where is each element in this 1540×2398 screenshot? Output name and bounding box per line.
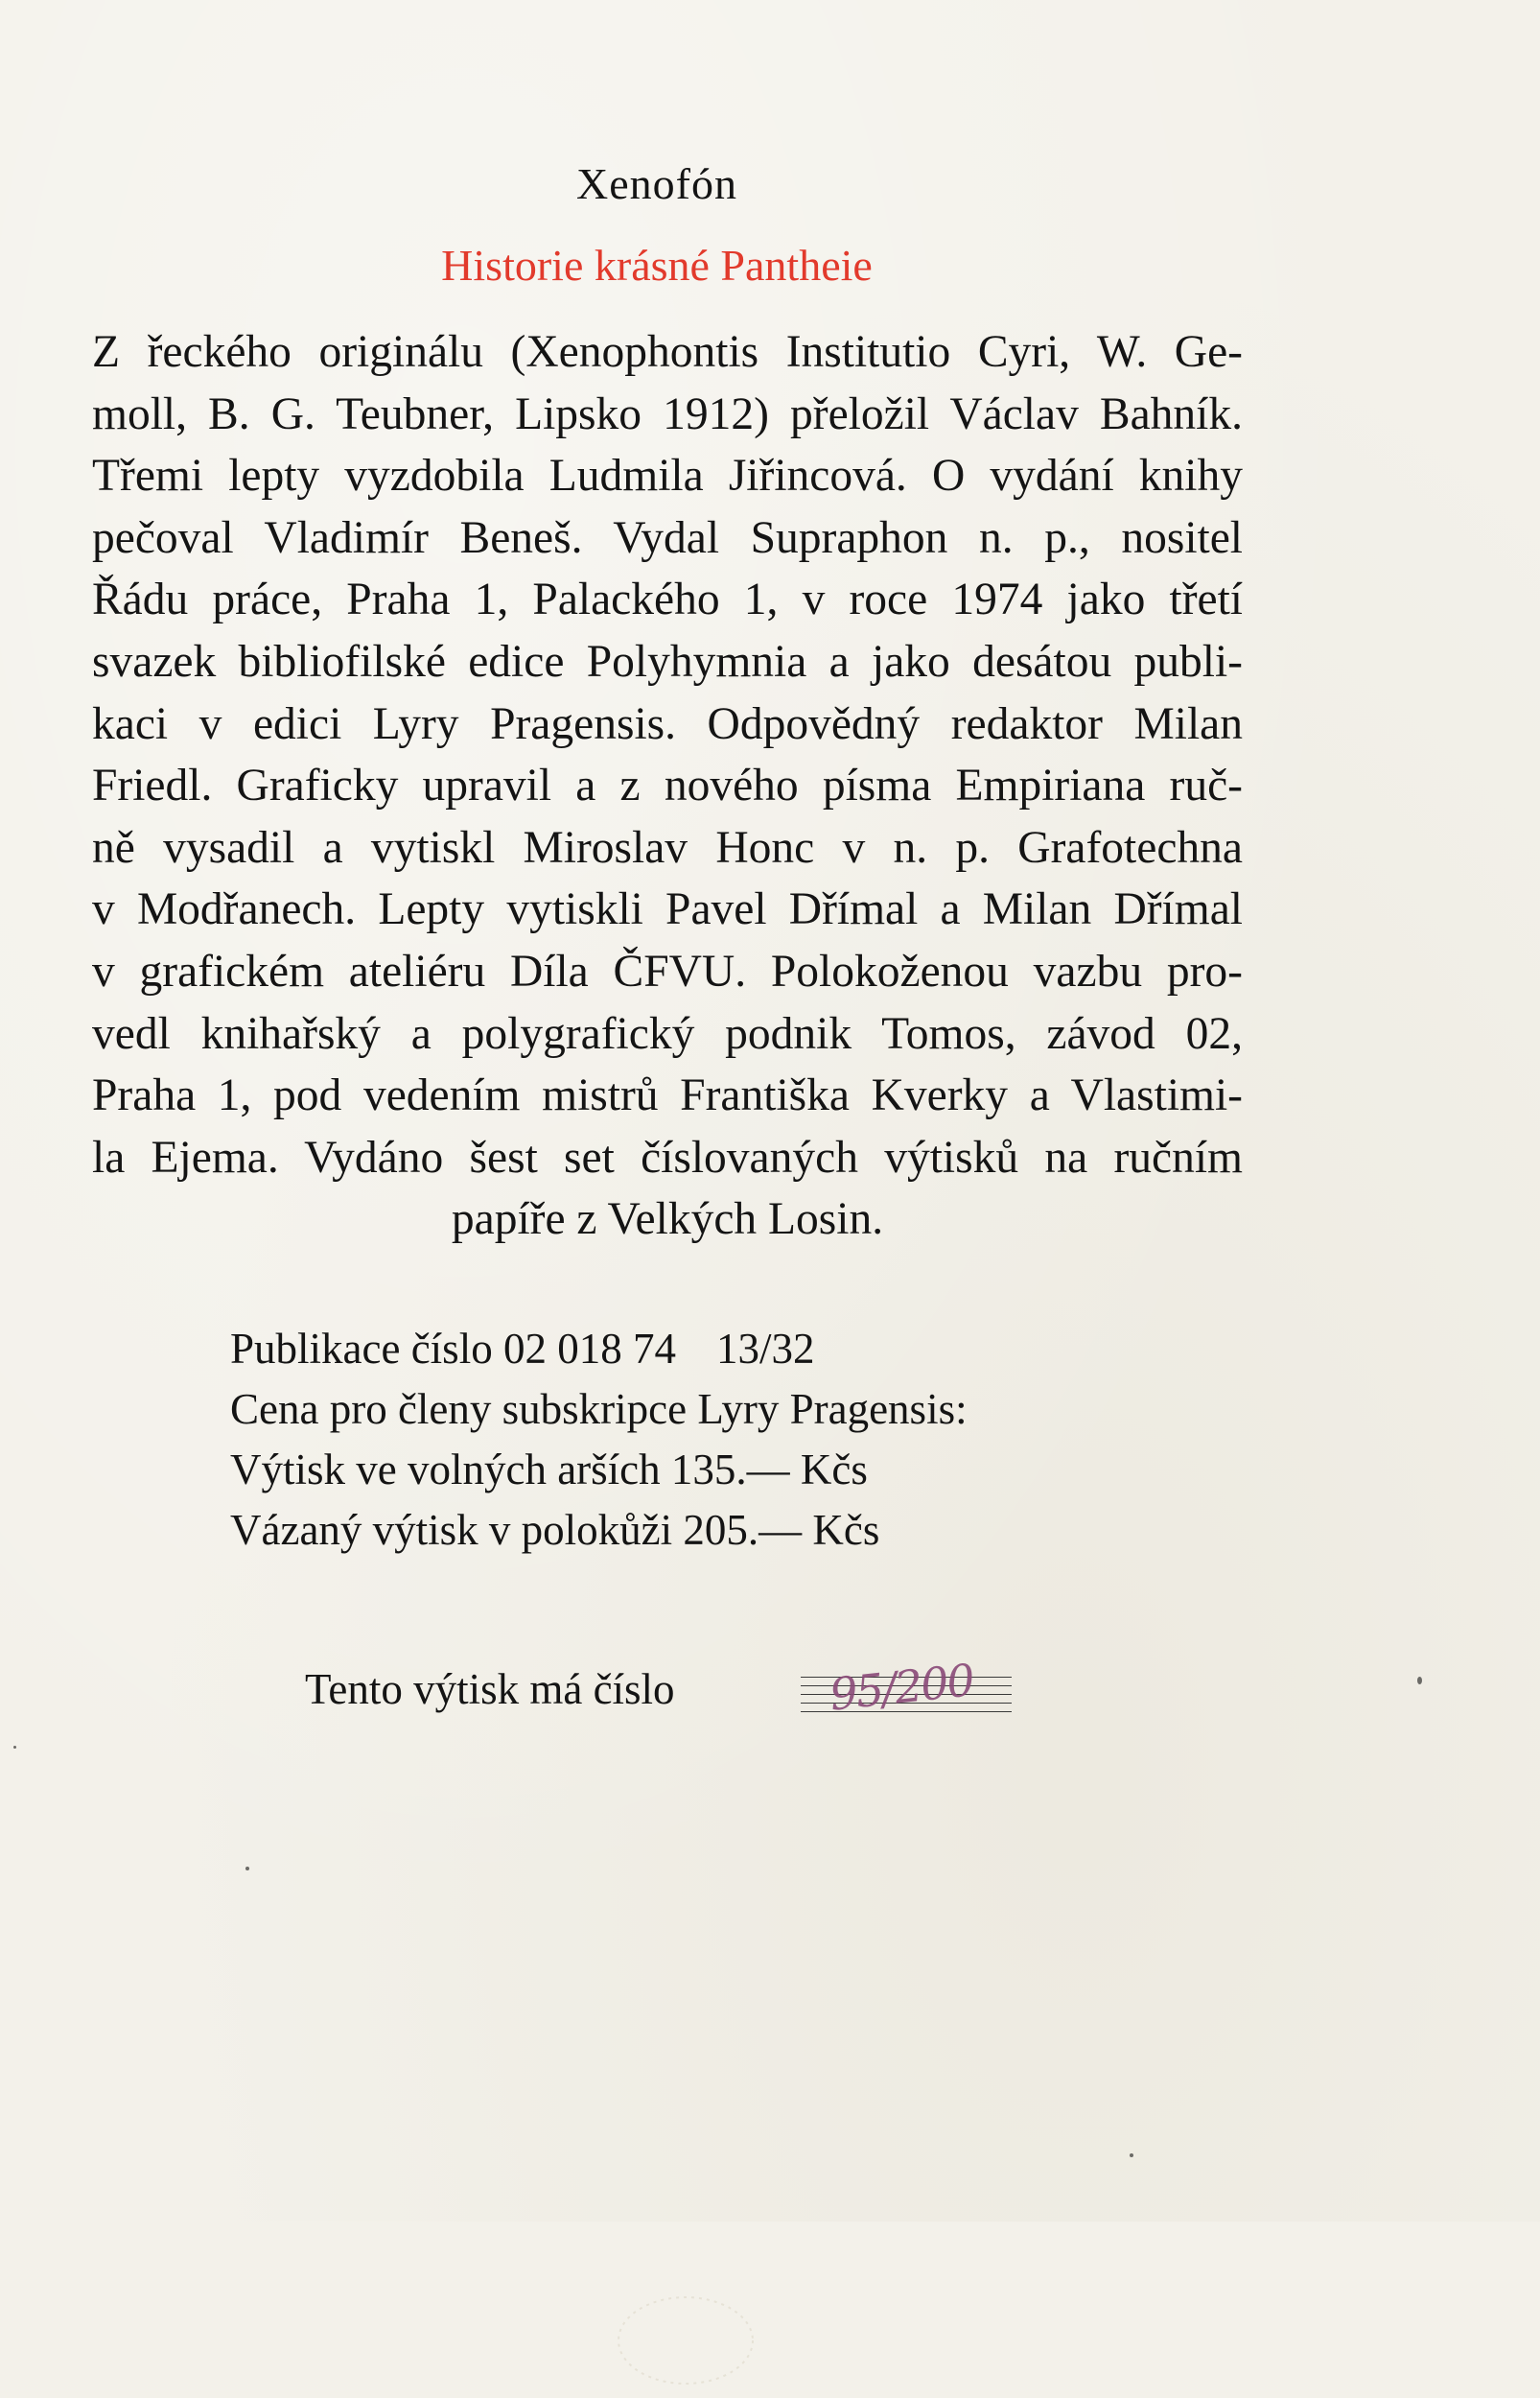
- publication-number: Publikace číslo 02 018 74: [230, 1325, 676, 1373]
- paper-speck: [1417, 1677, 1422, 1684]
- handwritten-copy-number: 95/200: [827, 1654, 976, 1721]
- author-name: Xenofón: [576, 159, 737, 208]
- colophon-line: kaci v edici Lyry Pragensis. Odpovědný redaktor Milan: [92, 698, 1243, 749]
- blind-stamp-icon: [599, 2283, 772, 2398]
- colophon-line: Praha 1, pod vedením mistrů Františka Kverky a Vlastimi-: [92, 1070, 1243, 1121]
- colophon-line: la Ejema. Vydáno šest set číslovaných výtisků na ručním: [92, 1132, 1243, 1183]
- colophon-line: v Modřanech. Lepty vytiskli Pavel Dřímal a Milan Dřímal: [92, 884, 1243, 935]
- price-loose-sheets: Výtisk ve volných arších 135.— Kčs: [230, 1446, 868, 1493]
- colophon-line: papíře z Velkých Losin.: [451, 1194, 884, 1245]
- colophon-line: ně vysadil a vytiskl Miroslav Honc v n. p. Grafotechna: [92, 822, 1243, 873]
- paper-speck: [245, 1867, 249, 1870]
- book-title: Historie krásné Pantheie: [441, 241, 873, 290]
- colophon-line: Z řeckého originálu (Xenophontis Institutio Cyri, W. Ge-: [92, 327, 1243, 377]
- publication-info: [230, 1319, 968, 1561]
- copy-number-field: [801, 1654, 1012, 1727]
- paper-speck: [13, 1746, 16, 1749]
- series-number: 13/32: [715, 1325, 815, 1373]
- colophon-line: v grafickém ateliéru Díla ČFVU. Polokoženou vazbu pro-: [92, 946, 1243, 997]
- colophon-line: vedl knihařský a polygrafický podnik Tomos, závod 02,: [92, 1008, 1243, 1059]
- colophon-line: pečoval Vladimír Beneš. Vydal Supraphon n. p., nositel: [92, 512, 1243, 563]
- colophon-line: moll, B. G. Teubner, Lipsko 1912) přeložil Václav Bahník.: [92, 388, 1243, 439]
- price-bound-copy: Vázaný výtisk v polokůži 205.— Kčs: [230, 1506, 880, 1554]
- colophon-line: Třemi lepty vyzdobila Ludmila Jiřincová. O vydání knihy: [92, 451, 1243, 502]
- colophon-line: Řádu práce, Praha 1, Palackého 1, v roce 1974 jako třetí: [92, 575, 1243, 625]
- colophon-text: [92, 321, 1243, 1251]
- colophon-line: svazek bibliofilské edice Polyhymnia a jako desátou publi-: [92, 636, 1243, 687]
- publication-number-row: [230, 1319, 968, 1379]
- copy-number-label: Tento výtisk má číslo: [305, 1665, 675, 1713]
- paper-speck: [1130, 2153, 1133, 2157]
- colophon-line: Friedl. Graficky upravil a z nového písma Empiriana ruč-: [92, 761, 1243, 811]
- price-heading: Cena pro členy subskripce Lyry Pragensis:: [230, 1385, 968, 1433]
